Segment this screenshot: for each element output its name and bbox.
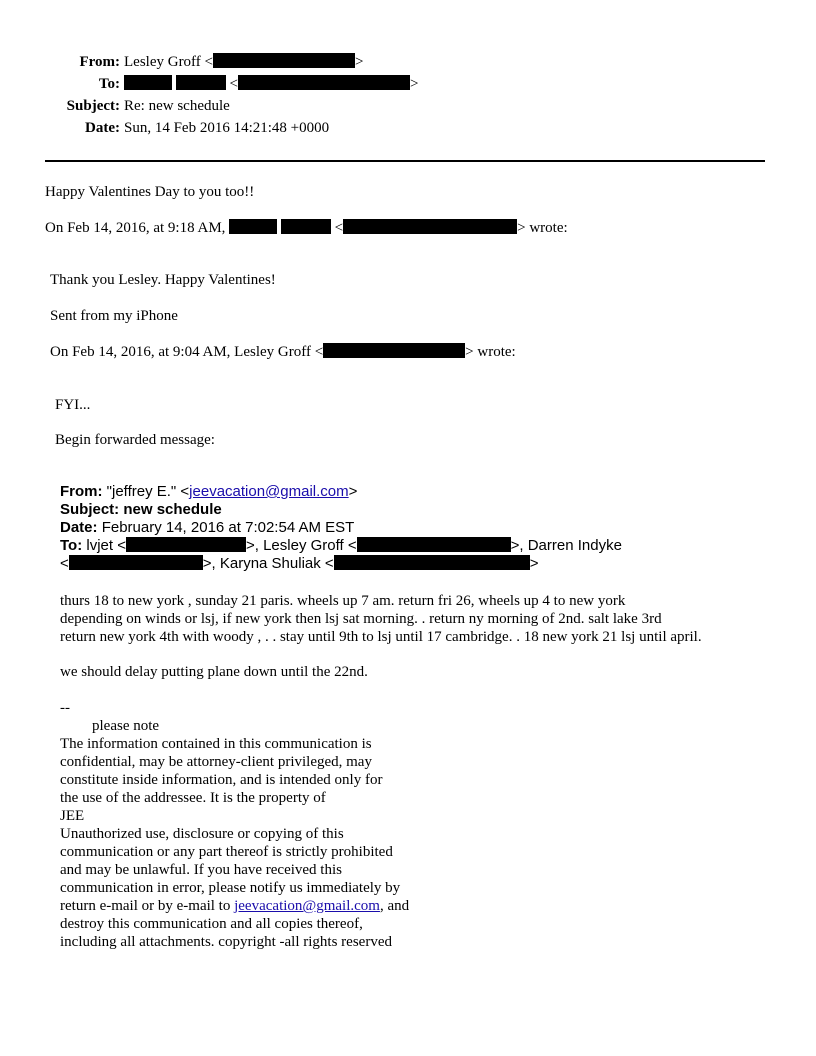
- fwd-to-text: >, Darren Indyke: [510, 537, 622, 554]
- sent-from-line: Sent from my iPhone: [50, 308, 178, 324]
- notice-line: confidential, may be attorney-client privileged, may: [60, 754, 372, 770]
- body-line: return new york 4th with woody , . . stay until 9th to lsj until 17 cambridge. . 18 new york 21 lsj until april.: [60, 629, 702, 645]
- from-name: Lesley Groff <: [124, 54, 213, 70]
- notice-email-link[interactable]: jeevacation@gmail.com: [234, 898, 380, 914]
- fwd-to-row-2: [60, 555, 538, 573]
- notice-line: constitute inside information, and is intended only for: [60, 772, 383, 788]
- notice-line: including all attachments. copyright -all rights reserved: [60, 934, 392, 950]
- notice-line: and may be unlawful. If you have received this: [60, 862, 342, 878]
- notice-text: , and: [379, 898, 410, 914]
- to-close: >: [409, 76, 419, 92]
- quote-open: <: [334, 220, 344, 236]
- redaction-block: [281, 219, 331, 234]
- fwd-subject-label: Subject:: [60, 501, 120, 518]
- notice-line: [60, 897, 409, 915]
- fwd-date-row: [60, 519, 354, 537]
- from-label: From:: [79, 54, 120, 70]
- notice-text: return e-mail or by e-mail to: [60, 898, 235, 914]
- fwd-from-close: >: [348, 483, 358, 500]
- fwd-subject-value: new schedule: [123, 501, 222, 518]
- date-label: Date:: [85, 120, 120, 136]
- fwd-subject-row: [60, 501, 222, 519]
- to-open: <: [229, 76, 238, 92]
- quote-suffix: > wrote:: [465, 344, 516, 360]
- redaction-block: [213, 53, 355, 68]
- fwd-to-row: [60, 537, 622, 555]
- quote-line-1: [45, 219, 568, 237]
- fwd-to-text: >: [529, 555, 539, 572]
- redaction-block: [238, 75, 410, 90]
- notice-line: destroy this communication and all copies thereof,: [60, 916, 363, 932]
- to-label: To:: [98, 76, 120, 92]
- fwd-to-text: <: [60, 555, 69, 572]
- quote-line-2: [50, 343, 516, 361]
- signature-note: please note: [92, 718, 160, 734]
- fwd-from-label: From:: [60, 483, 103, 500]
- greeting-line: Happy Valentines Day to you too!!: [45, 184, 255, 200]
- redaction-block: [126, 537, 246, 552]
- quote-prefix: On Feb 14, 2016, at 9:18 AM,: [45, 220, 226, 236]
- fyi-line: FYI...: [55, 397, 91, 413]
- quote-prefix: On Feb 14, 2016, at 9:04 AM, Lesley Groff <: [50, 344, 324, 360]
- fwd-date-label: Date:: [60, 519, 98, 536]
- fwd-from-name: "jeffrey E." <: [106, 483, 190, 500]
- fwd-from-email-link[interactable]: jeevacation@gmail.com: [189, 483, 349, 500]
- notice-line: communication or any part thereof is strictly prohibited: [60, 844, 393, 860]
- body-line: depending on winds or lsj, if new york then lsj sat morning. . return ny morning of 2nd. salt lake 3rd: [60, 611, 662, 627]
- signature-dash: --: [60, 700, 70, 716]
- redaction-block: [124, 75, 172, 90]
- redaction-block: [229, 219, 277, 234]
- quote-suffix: > wrote:: [517, 220, 568, 236]
- thanks-line: Thank you Lesley. Happy Valentines!: [50, 272, 276, 288]
- fwd-to-text: >, Lesley Groff <: [246, 537, 357, 554]
- from-close: >: [355, 54, 364, 70]
- notice-line: the use of the addressee. It is the property of: [60, 790, 326, 806]
- redaction-block: [323, 343, 465, 358]
- notice-line: Unauthorized use, disclosure or copying of this: [60, 826, 344, 842]
- notice-line: communication in error, please notify us immediately by: [60, 880, 401, 896]
- fwd-to-text: >, Karyna Shuliak <: [202, 555, 334, 572]
- redaction-block: [334, 555, 530, 570]
- confidentiality-notice: [60, 735, 409, 951]
- body-line: we should delay putting plane down until the 22nd.: [60, 664, 368, 680]
- notice-line: JEE: [60, 808, 85, 824]
- subject-value: Re: new schedule: [124, 98, 230, 114]
- fwd-date-value: February 14, 2016 at 7:02:54 AM EST: [101, 519, 355, 536]
- fwd-to-text: lvjet <: [86, 537, 126, 554]
- header-divider: [45, 160, 765, 162]
- date-value: Sun, 14 Feb 2016 14:21:48 +0000: [124, 120, 330, 136]
- redaction-block: [176, 75, 226, 90]
- body-line: thurs 18 to new york , sunday 21 paris. wheels up 7 am. return fri 26, wheels up 4 to new york: [60, 593, 626, 609]
- redaction-block: [343, 219, 517, 234]
- notice-line: The information contained in this communication is: [60, 736, 372, 752]
- fwd-to-label: To:: [60, 537, 83, 554]
- subject-label: Subject:: [66, 98, 120, 114]
- fwd-from-row: [60, 483, 357, 501]
- redaction-block: [69, 555, 203, 570]
- begin-forwarded-line: Begin forwarded message:: [55, 432, 215, 448]
- redaction-block: [357, 537, 511, 552]
